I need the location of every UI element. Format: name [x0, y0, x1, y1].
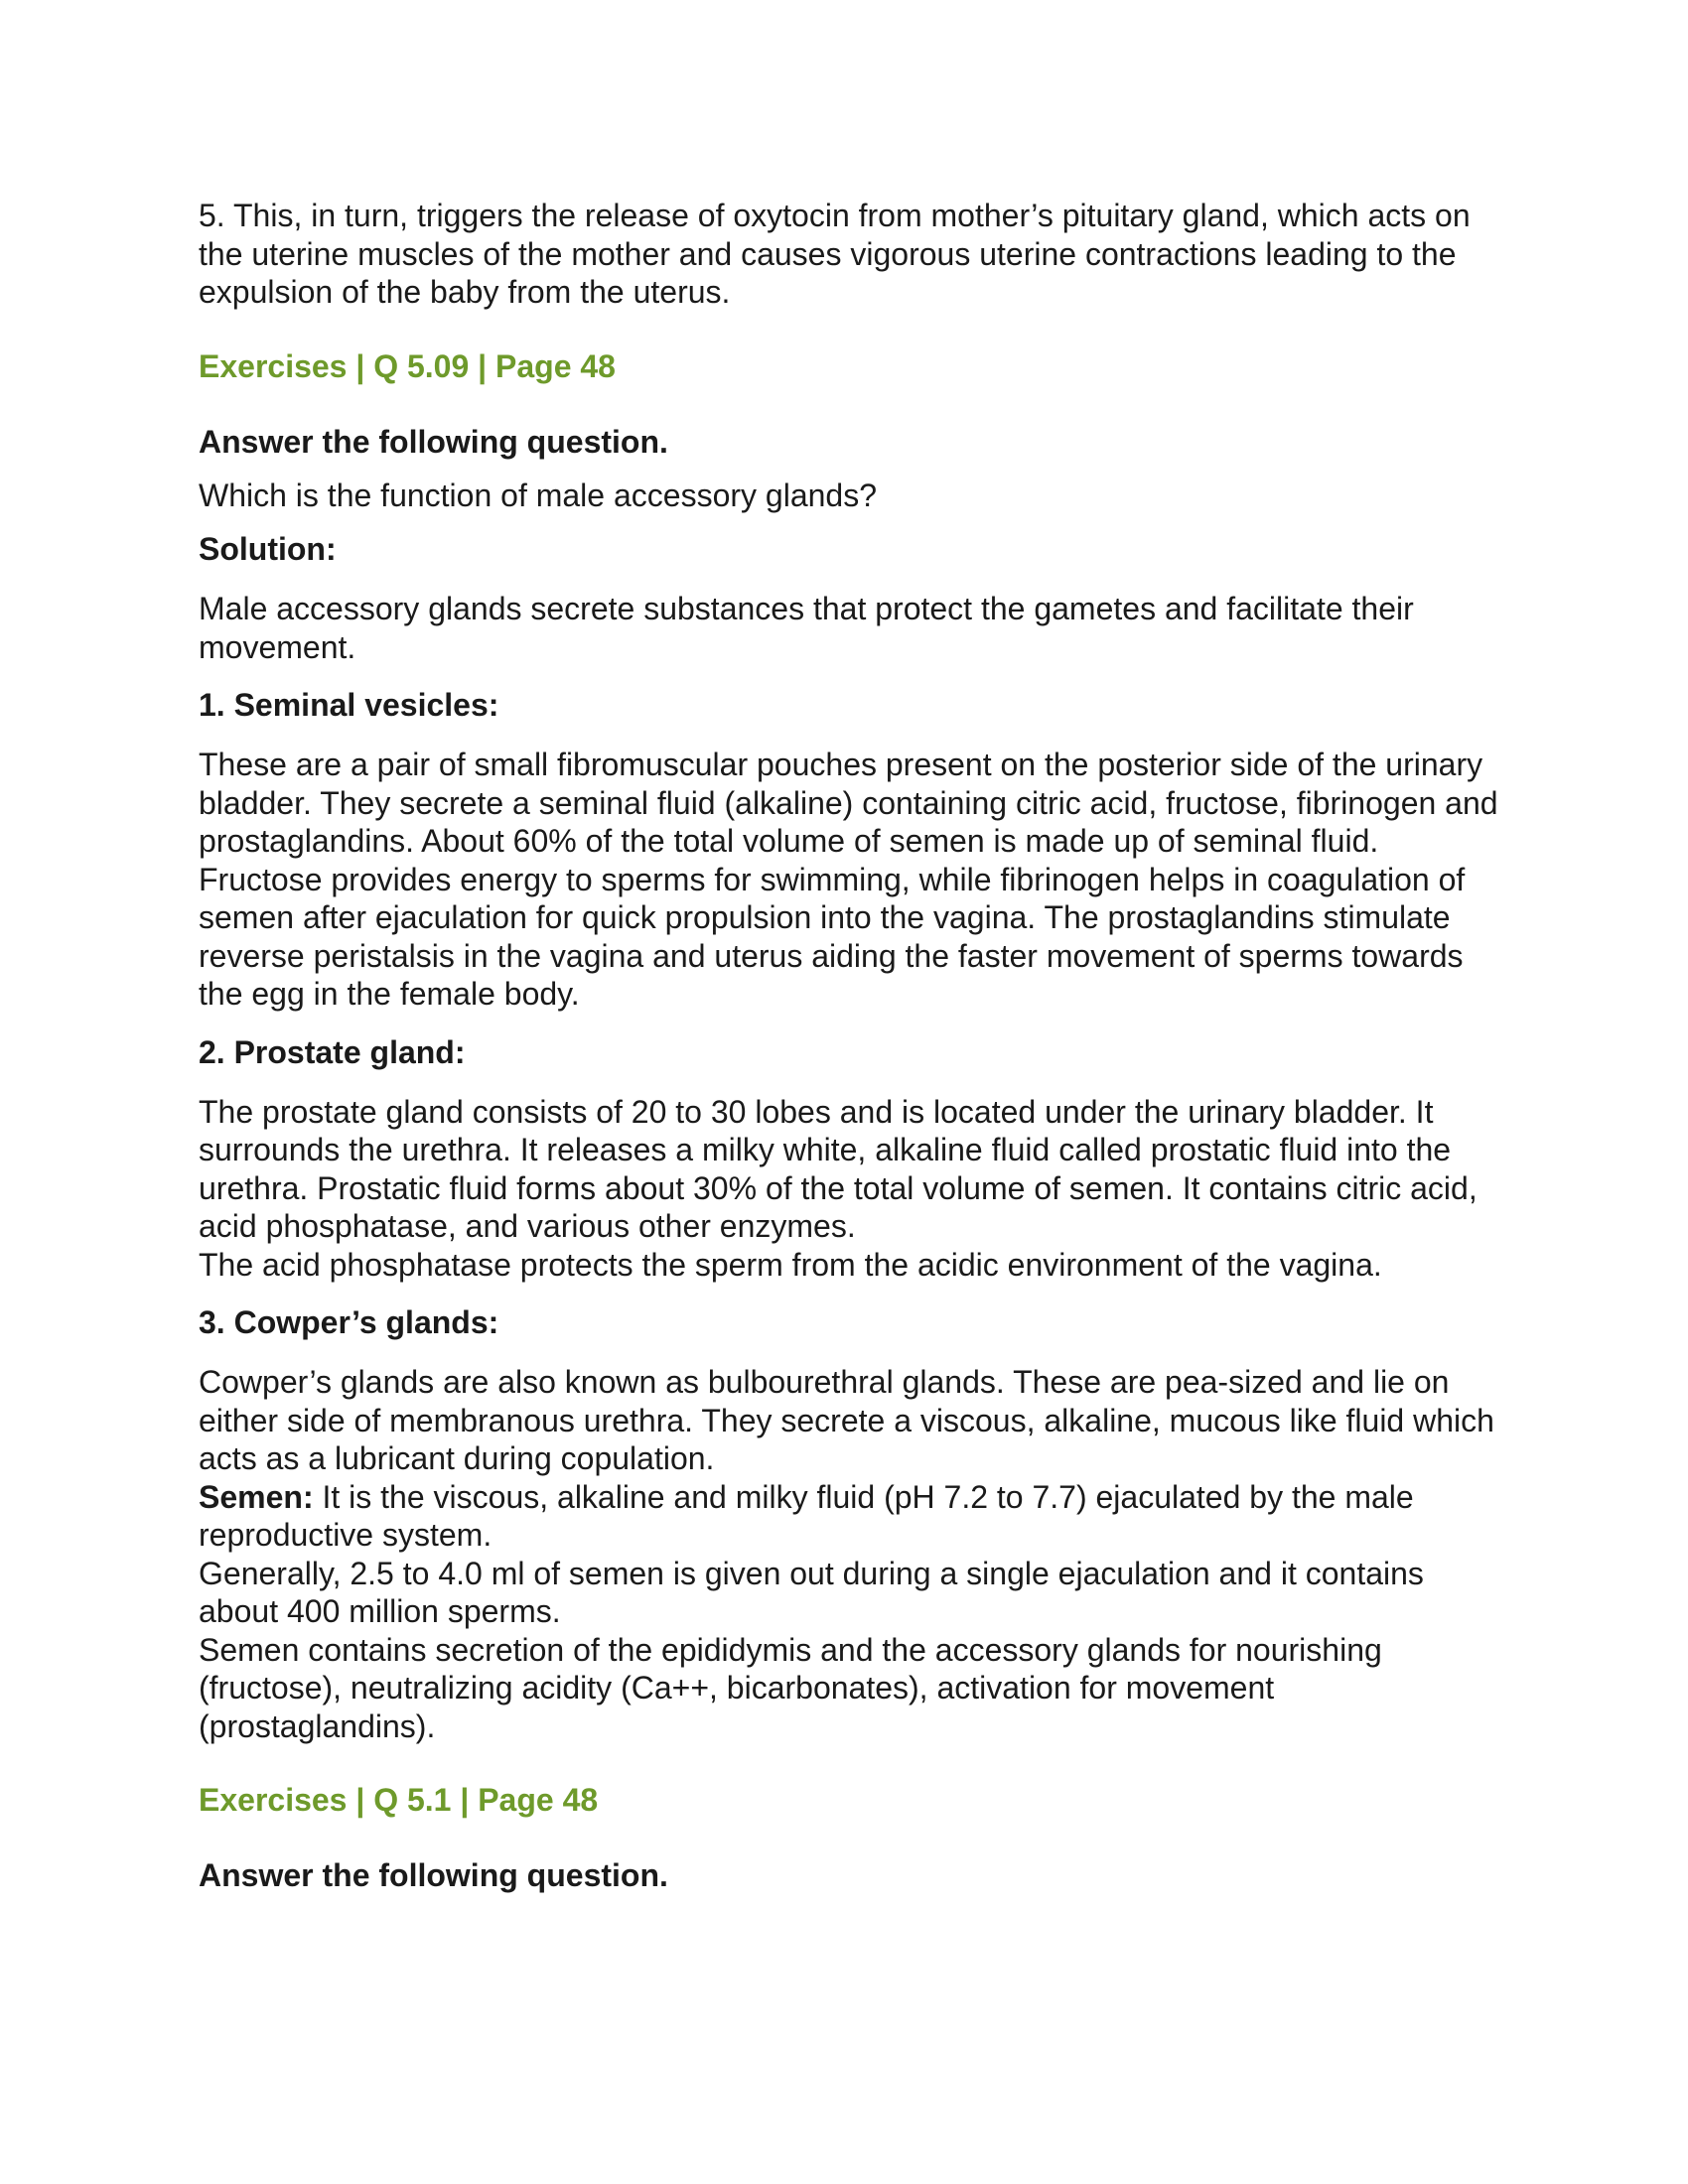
exercise-heading-q5-1: Exercises | Q 5.1 | Page 48 — [199, 1782, 599, 1818]
prostate-gland-paragraph-2: The acid phosphatase protects the sperm from the acidic environment of the vagina. — [199, 1246, 1382, 1283]
semen-composition-paragraph: Semen contains secretion of the epididymis and the accessory glands for nourishing (fructose), neutralizing acidity (Ca++, bicarbonates), activation for movement (prostaglandins). — [199, 1631, 1382, 1744]
prostate-gland-title: 2. Prostate gland: — [199, 1033, 466, 1070]
semen-label: Semen: — [199, 1478, 314, 1515]
question-prompt-2: Answer the following question. — [199, 1857, 668, 1893]
semen-paragraph — [199, 1478, 1499, 1555]
document-page — [199, 197, 1499, 1894]
solution-intro: Male accessory glands secrete substances that protect the gametes and facilitate their movement. — [199, 591, 1414, 665]
cowpers-glands-title: 3. Cowper’s glands: — [199, 1304, 499, 1340]
intro-paragraph: 5. This, in turn, triggers the release of oxytocin from mother’s pituitary gland, which acts on the uterine muscles of the mother and causes vigorous uterine contractions leading to the expulsion of the baby from the uterus. — [199, 198, 1471, 310]
cowpers-glands-paragraph-1: Cowper’s glands are also known as bulbourethral glands. These are pea-sized and lie on either side of membranous urethra. They secrete a viscous, alkaline, mucous like fluid which acts as a lubricant during copulation. — [199, 1364, 1494, 1476]
seminal-vesicles-paragraph-2: Fructose provides energy to sperms for swimming, while fibrinogen helps in coagulation of semen after ejaculation for quick propulsion into the vagina. The prostaglandins stimulate reverse peristalsis in the vagina and uterus aiding the faster movement of sperms towards the egg in the female body. — [199, 861, 1466, 1012]
question-prompt: Answer the following question. — [199, 423, 668, 460]
question-text: Which is the function of male accessory glands? — [199, 477, 877, 513]
semen-volume-paragraph: Generally, 2.5 to 4.0 ml of semen is given out during a single ejaculation and it contains about 400 million sperms. — [199, 1555, 1424, 1629]
solution-label: Solution: — [199, 531, 337, 567]
prostate-gland-paragraph-1: The prostate gland consists of 20 to 30 lobes and is located under the urinary bladder. It surrounds the urethra. It releases a milky white, alkaline fluid called prostatic fluid into the urethra. Prostatic fluid forms about 30% of the total volume of semen. It contains citric acid, acid phosphatase, and various other enzymes. — [199, 1093, 1477, 1244]
seminal-vesicles-paragraph-1: These are a pair of small fibromuscular pouches present on the posterior side of the urinary bladder. They secrete a seminal fluid (alkaline) containing citric acid, fructose, fibrinogen and prostaglandins. About 60% of the total volume of semen is made up of seminal fluid. — [199, 747, 1498, 859]
exercise-heading-q5-09: Exercises | Q 5.09 | Page 48 — [199, 347, 616, 384]
seminal-vesicles-title: 1. Seminal vesicles: — [199, 687, 499, 723]
semen-text: It is the viscous, alkaline and milky fluid (pH 7.2 to 7.7) ejaculated by the male reproductive system. — [199, 1478, 1414, 1553]
